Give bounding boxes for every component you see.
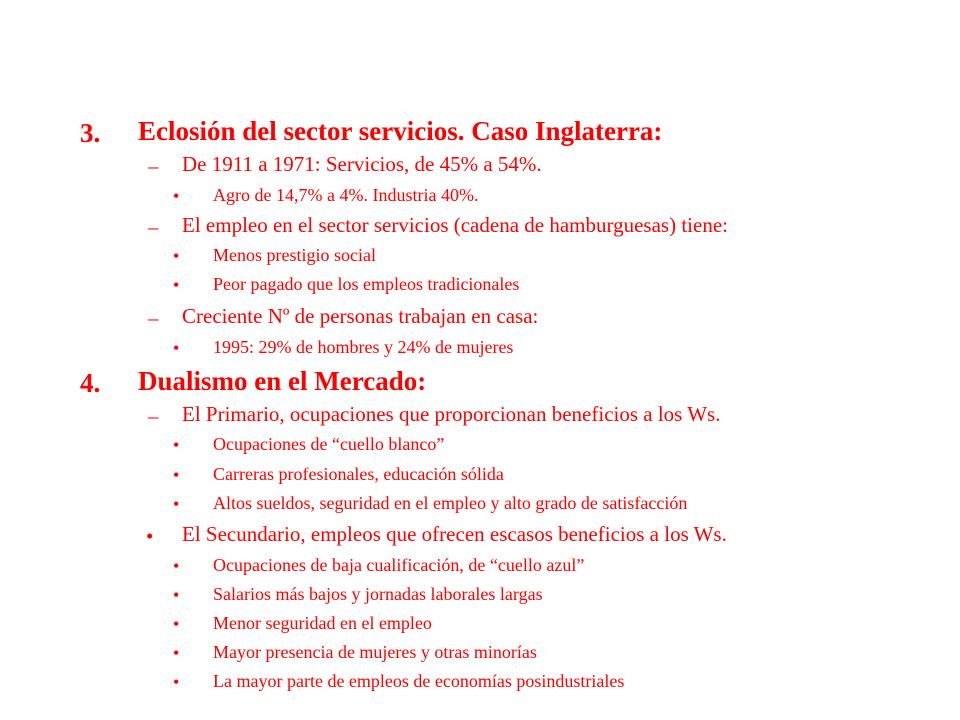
bullet-marker: • [173,643,180,663]
bullet-marker: • [173,246,180,266]
dash-marker: – [148,215,159,239]
bullet-lower-salaries: Salarios más bajos y jornadas laborales largas [213,584,543,604]
bullet-professional-careers: Carreras profesionales, educación sólida [213,464,504,484]
bullet-less-security: Menor seguridad en el empleo [213,613,432,633]
bullet-marker: • [173,338,180,358]
bullet-1995-stats: 1995: 29% de hombres y 24% de mujeres [213,337,514,357]
bullet-worse-paid: Peor pagado que los empleos tradicionales [213,274,520,294]
section-4-number: 4. [80,368,101,398]
bullet-marker: • [173,465,180,485]
bullet-women-minorities: Mayor presencia de mujeres y otras minorías [213,642,537,662]
bullet-marker: • [173,556,180,576]
bullet-marker: • [173,672,180,692]
bullet-marker: • [173,186,180,206]
bullet-marker: • [146,524,154,548]
dash-marker: – [148,154,159,178]
bullet-less-prestige: Menos prestigio social [213,245,376,265]
dash-marker: – [148,306,159,330]
bullet-blue-collar: Ocupaciones de baja cualificación, de “cuello azul” [213,555,585,575]
bullet-postindustrial: La mayor parte de empleos de economías posindustriales [213,671,625,691]
section-3-number: 3. [80,118,101,148]
section-3-heading: Eclosión del sector servicios. Caso Inglaterra: [138,116,663,146]
section-4-heading: Dualismo en el Mercado: [138,366,427,396]
sub-item-services-growth: De 1911 a 1971: Servicios, de 45% a 54%. [182,152,542,176]
bullet-high-salaries: Altos sueldos, seguridad en el empleo y alto grado de satisfacción [213,493,688,513]
bullet-agro-industria: Agro de 14,7% a 4%. Industria 40%. [213,185,479,205]
sub-item-primary-market: El Primario, ocupaciones que proporcionan beneficios a los Ws. [182,402,721,426]
sub-item-service-employment: El empleo en el sector servicios (cadena de hamburguesas) tiene: [182,213,728,237]
sub-item-secondary-market: El Secundario, empleos que ofrecen escasos beneficios a los Ws. [182,522,727,546]
bullet-marker: • [173,275,180,295]
dash-marker: – [148,404,159,428]
bullet-marker: • [173,435,180,455]
bullet-marker: • [173,585,180,605]
bullet-marker: • [173,494,180,514]
bullet-marker: • [173,614,180,634]
bullet-white-collar: Ocupaciones de “cuello blanco” [213,434,445,454]
sub-item-work-at-home: Creciente Nº de personas trabajan en casa: [182,304,539,328]
